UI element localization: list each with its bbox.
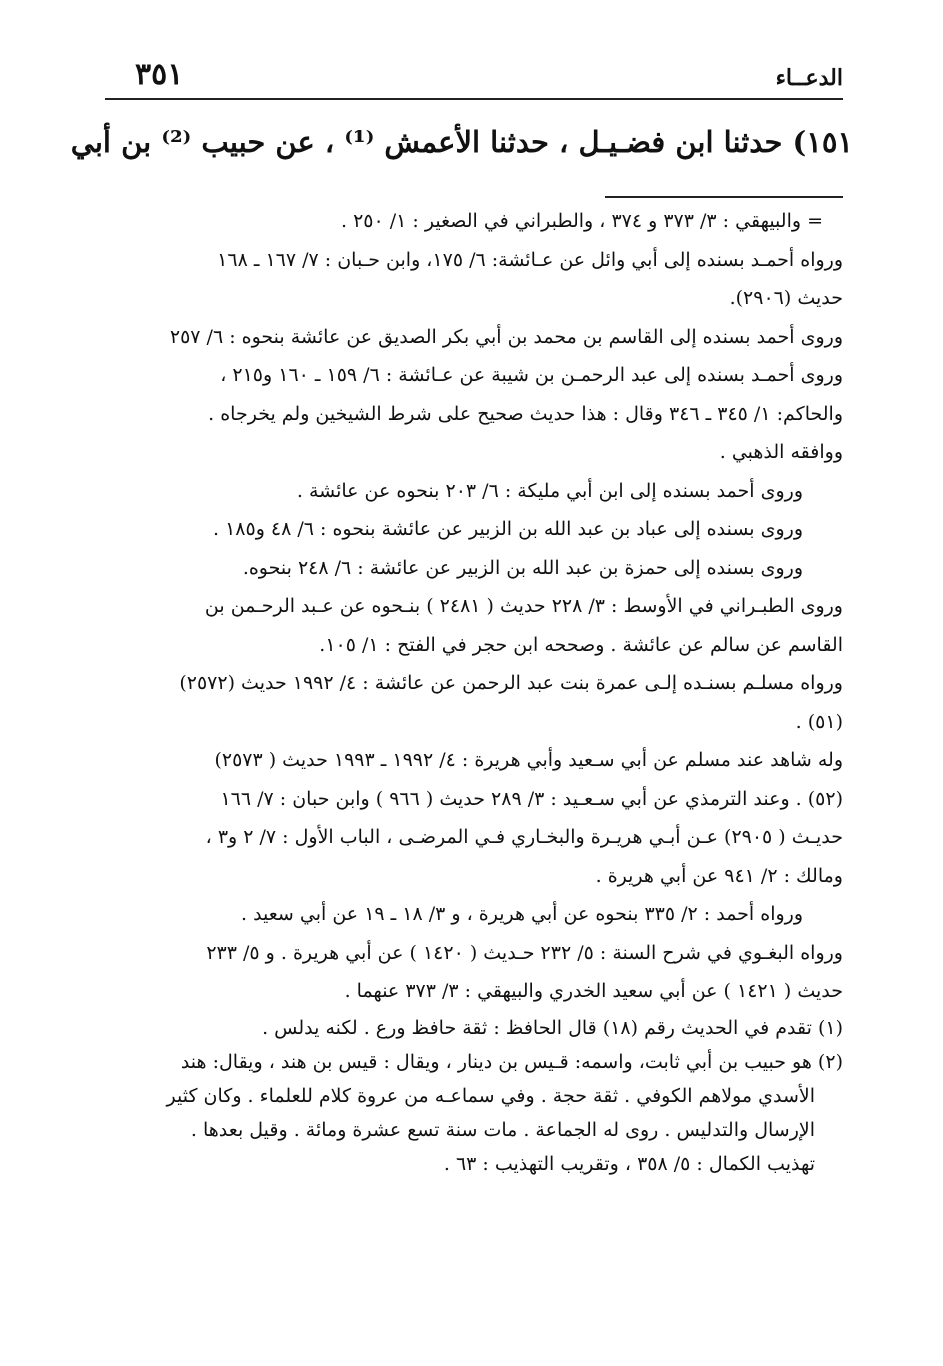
notes-block bbox=[100, 202, 843, 1181]
note-line: وروى أحمد بسنده إلى ابن أبي مليكة : ٦/ ٢٠٣ بنحوه عن عائشة . bbox=[296, 479, 803, 502]
note-line: وروى أحمد بسنده إلى القاسم بن محمد بن أبي بكر الصديق عن عائشة بنحوه : ٦/ ٢٥٧ bbox=[169, 325, 843, 348]
note-line: حديـث ( ٢٩٠٥) عـن أبـي هريـرة والبخـاري فـي المرضـى ، الباب الأول : ٧/ ٢ و٣ ، bbox=[205, 826, 843, 848]
footnote-line: تهذيب الكمال : ٥/ ٣٥٨ ، وتقريب التهذيب : ٦٣ . bbox=[443, 1152, 815, 1175]
note-line: وروى بسنده إلى عباد بن عبد الله بن الزبير عن عائشة بنحوه : ٦/ ٤٨ و١٨٥ . bbox=[212, 518, 803, 540]
note-line: حديث ( ١٤٢١ ) عن أبي سعيد الخدري والبيهقي : ٣/ ٣٧٣ عنهما . bbox=[344, 980, 843, 1002]
note-line: ووافقه الذهبي . bbox=[719, 441, 843, 463]
note-line: ورواه مسلـم بسنـده إلـى عمرة بنت عبد الرحمن عن عائشة : ٤/ ١٩٩٢ حديث (٢٥٧٢) bbox=[179, 672, 843, 694]
note-line: ورواه البغـوي في شرح السنة : ٥/ ٢٣٢ حـديث ( ١٤٢٠ ) عن أبي هريرة . و ٥/ ٢٣٣ bbox=[206, 941, 843, 964]
note-line: (٥٢) . وعند الترمذي عن أبي سـعـيد : ٣/ ٢٨٩ حديث ( ٩٦٦ ) وابن حبان : ٧/ ١٦٦ bbox=[220, 787, 843, 810]
note-line: ورواه أحمد : ٢/ ٣٣٥ بنحوه عن أبي هريرة ، و ٣/ ١٨ ـ ١٩ عن أبي سعيد . bbox=[240, 903, 803, 925]
chapter-title: الدعــاء bbox=[775, 65, 843, 91]
note-line: القاسم عن سالم عن عائشة . وصححه ابن حجر في الفتح : ١/ ١٠٥. bbox=[319, 633, 843, 656]
page-header bbox=[105, 55, 843, 97]
note-line: = والبيهقي : ٣/ ٣٧٣ و ٣٧٤ ، والطبراني في الصغير : ١/ ٢٥٠ . bbox=[340, 210, 823, 232]
footnote-line: الإرسال والتدليس . روى له الجماعة . مات سنة تسع عشرة ومائة . وقيل بعدها . bbox=[190, 1118, 815, 1141]
footnote-line: الأسدي مولاهم الكوفي . ثقة حجة . وفي سماعـه من عروة كلام للعلماء . وكان كثير bbox=[166, 1084, 815, 1107]
hadith-text: ١٥١) حدثنا ابن فضـيـل ، حدثنا الأعمش ⁽¹⁾ ، عن حبيب ⁽²⁾ بن أبي bbox=[70, 125, 853, 159]
note-line: والحاكم: ١/ ٣٤٥ ـ ٣٤٦ وقال : هذا حديث صحيح على شرط الشيخين ولم يخرجاه . bbox=[208, 402, 843, 425]
note-line: وروى بسنده إلى حمزة بن عبد الله بن الزبير عن عائشة : ٦/ ٢٤٨ بنحوه. bbox=[242, 556, 803, 579]
header-divider bbox=[105, 98, 843, 100]
note-line: حديث (٢٩٠٦). bbox=[729, 287, 843, 309]
note-line: وروى الطبـراني في الأوسط : ٣/ ٢٢٨ حديث ( ٢٤٨١ ) بنـحوه عن عـبد الرحـمن بن bbox=[204, 595, 843, 617]
note-line: ومالك : ٢/ ٩٤١ عن أبي هريرة . bbox=[595, 864, 843, 887]
note-line: ورواه أحمـد بسنده إلى أبي وائل عن عـائشة: ٦/ ١٧٥، وابن حـبان : ٧/ ١٦٧ ـ ١٦٨ bbox=[217, 248, 843, 271]
note-line: وروى أحمـد بسنده إلى عبد الرحمـن بن شيبة عن عـائشة : ٦/ ١٥٩ ـ ١٦٠ و٢١٥ ، bbox=[220, 364, 843, 386]
page-number: ٣٥١ bbox=[135, 57, 184, 92]
note-line: (٥١) . bbox=[795, 710, 843, 733]
footnote-2: (٢) هو حبيب بن أبي ثابت، واسمه: قـيس بن دينار ، ويقال : قيس بن هند ، ويقال: هند bbox=[180, 1050, 843, 1073]
footnote-divider bbox=[605, 196, 843, 198]
note-line: وله شاهد عند مسلم عن أبي سـعيد وأبي هريرة : ٤/ ١٩٩٢ ـ ١٩٩٣ حديث ( ٢٥٧٣) bbox=[214, 749, 843, 771]
footnote-1: (١) تقدم في الحديث رقم (١٨) قال الحافظ : ثقة حافظ ورع . لكنه يدلس . bbox=[262, 1016, 843, 1039]
